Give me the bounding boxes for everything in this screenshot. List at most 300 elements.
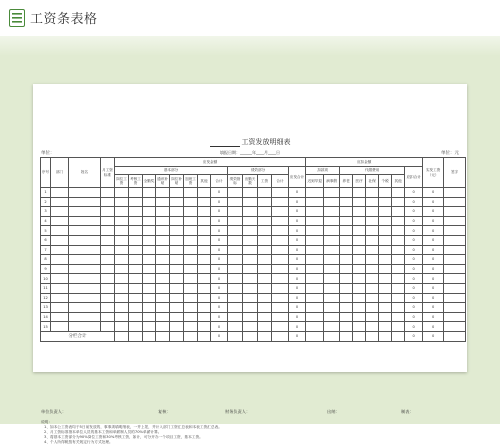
empty-cell — [243, 293, 258, 303]
empty-cell — [366, 245, 379, 255]
empty-cell — [198, 303, 211, 313]
note-4: 4、个人所得税按有关规定行为方式处理。 — [44, 439, 113, 444]
empty-cell — [444, 245, 466, 255]
empty-cell — [353, 207, 366, 217]
header-seq: 序号 — [41, 158, 51, 188]
empty-cell — [129, 188, 143, 198]
empty-cell — [143, 283, 156, 293]
empty-cell — [306, 293, 324, 303]
empty-cell — [69, 303, 101, 313]
document-sheet — [33, 84, 467, 444]
empty-cell — [340, 245, 353, 255]
empty-cell — [306, 303, 324, 313]
empty-cell — [366, 235, 379, 245]
empty-cell — [115, 322, 129, 332]
empty-cell — [170, 216, 184, 226]
empty-cell — [69, 322, 101, 332]
empty-cell — [51, 207, 69, 217]
row-number: 13 — [41, 303, 51, 313]
value-cell: 0 — [405, 322, 423, 332]
empty-cell — [444, 293, 466, 303]
empty-cell — [129, 197, 143, 207]
empty-cell — [258, 331, 272, 341]
value-cell: 0 — [423, 226, 444, 236]
table-row — [41, 322, 466, 332]
value-cell: 0 — [289, 226, 306, 236]
header-perf-4: 合计 — [272, 175, 289, 188]
note-2: 2、月工资标准指本单位人员的基本工资和单薪制人员的70%单薪计算。 — [44, 429, 162, 434]
empty-cell — [306, 235, 324, 245]
empty-cell — [69, 207, 101, 217]
table-row — [41, 264, 466, 274]
header-perf-3: 工资 — [258, 175, 272, 188]
empty-cell — [340, 216, 353, 226]
empty-cell — [392, 255, 405, 265]
empty-cell — [366, 293, 379, 303]
empty-cell — [306, 188, 324, 198]
empty-cell — [366, 255, 379, 265]
empty-cell — [156, 274, 170, 284]
empty-cell — [170, 255, 184, 265]
empty-cell — [198, 283, 211, 293]
empty-cell — [170, 188, 184, 198]
header-perf-2: 出勤天数 — [243, 175, 258, 188]
table-row — [41, 283, 466, 293]
empty-cell — [101, 264, 115, 274]
empty-cell — [184, 312, 198, 322]
empty-cell — [184, 216, 198, 226]
empty-cell — [324, 188, 340, 198]
row-number: 3 — [41, 207, 51, 217]
empty-cell — [170, 293, 184, 303]
empty-cell — [51, 274, 69, 284]
header-basic-4: 通讯补贴 — [156, 175, 170, 188]
empty-cell — [324, 322, 340, 332]
empty-cell — [258, 303, 272, 313]
empty-cell — [129, 283, 143, 293]
app-title: 工资条表格 — [30, 12, 98, 27]
cashier-label: 出纳： — [327, 409, 340, 414]
value-cell: 0 — [211, 255, 228, 265]
empty-cell — [69, 188, 101, 198]
header-dept: 部门 — [51, 158, 69, 188]
empty-cell — [184, 264, 198, 274]
empty-cell — [392, 274, 405, 284]
empty-cell — [198, 235, 211, 245]
empty-cell — [379, 283, 392, 293]
empty-cell — [115, 274, 129, 284]
value-cell: 0 — [405, 216, 423, 226]
empty-cell — [129, 207, 143, 217]
note-3: 3、将基本工资部分为90%岗位工资和30%考核工资，如计，可分开办一个项目工资，基本工资。 — [44, 434, 203, 439]
empty-cell — [170, 235, 184, 245]
empty-cell — [340, 303, 353, 313]
empty-cell — [198, 245, 211, 255]
header-salary-standard: 月工资标准 — [101, 158, 115, 188]
empty-cell — [243, 245, 258, 255]
empty-cell — [272, 283, 289, 293]
empty-cell — [340, 264, 353, 274]
app-header — [0, 0, 500, 36]
header-payable: 应发金额 — [115, 158, 306, 167]
table-row — [41, 235, 466, 245]
value-cell: 0 — [289, 293, 306, 303]
empty-cell — [272, 245, 289, 255]
value-cell: 0 — [211, 293, 228, 303]
value-cell: 0 — [405, 245, 423, 255]
empty-cell — [143, 197, 156, 207]
empty-cell — [306, 197, 324, 207]
empty-cell — [392, 207, 405, 217]
empty-cell — [324, 255, 340, 265]
value-cell: 0 — [289, 312, 306, 322]
row-number: 5 — [41, 226, 51, 236]
notes-title: 说明： — [41, 420, 53, 424]
leader-label: 单位负责人： — [41, 409, 67, 414]
empty-cell — [115, 245, 129, 255]
empty-cell — [272, 188, 289, 198]
empty-cell — [243, 283, 258, 293]
empty-cell — [353, 226, 366, 236]
empty-cell — [444, 312, 466, 322]
total-value-cell: 0 — [211, 331, 228, 341]
empty-cell — [392, 226, 405, 236]
empty-cell — [366, 264, 379, 274]
value-cell: 0 — [405, 264, 423, 274]
empty-cell — [115, 216, 129, 226]
empty-cell — [272, 322, 289, 332]
empty-cell — [228, 235, 243, 245]
empty-cell — [228, 188, 243, 198]
header-withheld-1: 养老 — [340, 175, 353, 188]
value-cell: 0 — [289, 274, 306, 284]
empty-cell — [184, 226, 198, 236]
table-row — [41, 255, 466, 265]
empty-cell — [184, 255, 198, 265]
empty-cell — [379, 207, 392, 217]
value-cell: 0 — [289, 283, 306, 293]
table-row — [41, 207, 466, 217]
empty-cell — [340, 226, 353, 236]
value-cell: 0 — [211, 226, 228, 236]
empty-cell — [51, 264, 69, 274]
empty-cell — [353, 255, 366, 265]
table-row — [41, 303, 466, 313]
value-cell: 0 — [405, 283, 423, 293]
empty-cell — [272, 293, 289, 303]
empty-cell — [101, 283, 115, 293]
empty-cell — [366, 216, 379, 226]
empty-cell — [379, 245, 392, 255]
row-number: 14 — [41, 312, 51, 322]
value-cell: 0 — [423, 235, 444, 245]
empty-cell — [258, 274, 272, 284]
empty-cell — [156, 322, 170, 332]
empty-cell — [243, 331, 258, 341]
empty-cell — [115, 312, 129, 322]
empty-cell — [379, 235, 392, 245]
empty-cell — [101, 303, 115, 313]
empty-cell — [366, 274, 379, 284]
value-cell: 0 — [405, 226, 423, 236]
empty-cell — [69, 197, 101, 207]
empty-cell — [184, 197, 198, 207]
empty-cell — [143, 188, 156, 198]
empty-cell — [228, 197, 243, 207]
empty-cell — [444, 331, 466, 341]
empty-cell — [156, 226, 170, 236]
empty-cell — [258, 312, 272, 322]
empty-cell — [143, 245, 156, 255]
empty-cell — [353, 245, 366, 255]
empty-cell — [69, 274, 101, 284]
table-row — [41, 226, 466, 236]
value-cell: 0 — [423, 293, 444, 303]
empty-cell — [129, 293, 143, 303]
empty-cell — [243, 188, 258, 198]
header-deduct-total: 应扣合计 — [405, 167, 423, 188]
empty-cell — [379, 312, 392, 322]
empty-cell — [379, 322, 392, 332]
table-row — [41, 312, 466, 322]
empty-cell — [69, 293, 101, 303]
empty-cell — [392, 293, 405, 303]
row-number: 10 — [41, 274, 51, 284]
table-row — [41, 197, 466, 207]
empty-cell — [184, 322, 198, 332]
empty-cell — [228, 293, 243, 303]
total-value-cell: 0 — [423, 331, 444, 341]
empty-cell — [353, 274, 366, 284]
value-cell: 0 — [405, 274, 423, 284]
header-basic-6: 加班工资 — [184, 175, 198, 188]
empty-cell — [392, 331, 405, 341]
value-cell: 0 — [289, 303, 306, 313]
empty-cell — [198, 293, 211, 303]
value-cell: 0 — [211, 274, 228, 284]
empty-cell — [258, 264, 272, 274]
empty-cell — [143, 274, 156, 284]
empty-cell — [306, 274, 324, 284]
value-cell: 0 — [211, 245, 228, 255]
empty-cell — [115, 235, 129, 245]
row-number: 9 — [41, 264, 51, 274]
empty-cell — [444, 274, 466, 284]
empty-cell — [379, 188, 392, 198]
empty-cell — [228, 255, 243, 265]
row-number: 12 — [41, 293, 51, 303]
value-cell: 0 — [423, 322, 444, 332]
empty-cell — [353, 188, 366, 198]
empty-cell — [69, 283, 101, 293]
value-cell: 0 — [423, 216, 444, 226]
empty-cell — [51, 245, 69, 255]
empty-cell — [353, 283, 366, 293]
empty-cell — [115, 226, 129, 236]
empty-cell — [129, 255, 143, 265]
empty-cell — [392, 245, 405, 255]
value-cell: 0 — [211, 188, 228, 198]
empty-cell — [258, 322, 272, 332]
empty-cell — [258, 235, 272, 245]
empty-cell — [258, 293, 272, 303]
empty-cell — [324, 312, 340, 322]
empty-cell — [156, 312, 170, 322]
value-cell: 0 — [289, 197, 306, 207]
table-row — [41, 216, 466, 226]
empty-cell — [272, 207, 289, 217]
empty-cell — [324, 235, 340, 245]
empty-cell — [353, 235, 366, 245]
empty-cell — [379, 197, 392, 207]
empty-cell — [392, 303, 405, 313]
empty-cell — [243, 197, 258, 207]
empty-cell — [129, 226, 143, 236]
empty-cell — [198, 255, 211, 265]
empty-cell — [353, 293, 366, 303]
empty-cell — [340, 322, 353, 332]
empty-cell — [198, 274, 211, 284]
header-deduct-group: 扣款项 — [306, 167, 340, 175]
empty-cell — [272, 226, 289, 236]
empty-cell — [340, 235, 353, 245]
header-withheld-4: 个税 — [379, 175, 392, 188]
empty-cell — [379, 264, 392, 274]
empty-cell — [170, 274, 184, 284]
empty-cell — [143, 293, 156, 303]
header-basic-3: 全勤奖 — [143, 175, 156, 188]
empty-cell — [444, 322, 466, 332]
empty-cell — [129, 312, 143, 322]
empty-cell — [243, 235, 258, 245]
empty-cell — [366, 322, 379, 332]
empty-cell — [184, 303, 198, 313]
empty-cell — [258, 245, 272, 255]
value-cell: 0 — [289, 245, 306, 255]
row-number: 8 — [41, 255, 51, 265]
empty-cell — [366, 207, 379, 217]
total-value-cell: 0 — [405, 331, 423, 341]
value-cell: 0 — [405, 235, 423, 245]
empty-cell — [143, 312, 156, 322]
empty-cell — [69, 216, 101, 226]
empty-cell — [156, 245, 170, 255]
empty-cell — [143, 235, 156, 245]
empty-cell — [143, 226, 156, 236]
empty-cell — [198, 331, 211, 341]
empty-cell — [272, 216, 289, 226]
value-cell: 0 — [211, 235, 228, 245]
empty-cell — [198, 216, 211, 226]
empty-cell — [340, 188, 353, 198]
value-cell: 0 — [423, 188, 444, 198]
empty-cell — [272, 312, 289, 322]
empty-cell — [243, 226, 258, 236]
value-cell: 0 — [289, 264, 306, 274]
empty-cell — [272, 303, 289, 313]
empty-cell — [143, 207, 156, 217]
row-number: 11 — [41, 283, 51, 293]
value-cell: 0 — [423, 245, 444, 255]
empty-cell — [101, 245, 115, 255]
empty-cell — [156, 235, 170, 245]
value-cell: 0 — [423, 197, 444, 207]
table-row — [41, 293, 466, 303]
empty-cell — [258, 207, 272, 217]
empty-cell — [379, 331, 392, 341]
empty-cell — [392, 322, 405, 332]
empty-cell — [392, 264, 405, 274]
empty-cell — [340, 274, 353, 284]
empty-cell — [184, 274, 198, 284]
empty-cell — [198, 264, 211, 274]
empty-cell — [115, 331, 129, 341]
value-cell: 0 — [405, 312, 423, 322]
value-cell: 0 — [405, 255, 423, 265]
empty-cell — [243, 303, 258, 313]
empty-cell — [306, 322, 324, 332]
empty-cell — [392, 235, 405, 245]
empty-cell — [101, 207, 115, 217]
row-number: 4 — [41, 216, 51, 226]
empty-cell — [198, 312, 211, 322]
empty-cell — [306, 264, 324, 274]
empty-cell — [51, 188, 69, 198]
empty-cell — [156, 216, 170, 226]
empty-cell — [272, 197, 289, 207]
value-cell: 0 — [405, 293, 423, 303]
empty-cell — [184, 245, 198, 255]
empty-cell — [115, 293, 129, 303]
spreadsheet-icon — [9, 9, 25, 27]
empty-cell — [69, 235, 101, 245]
value-cell: 0 — [423, 274, 444, 284]
empty-cell — [258, 188, 272, 198]
empty-cell — [101, 197, 115, 207]
value-cell: 0 — [211, 312, 228, 322]
value-cell: 0 — [405, 197, 423, 207]
empty-cell — [306, 226, 324, 236]
empty-cell — [243, 255, 258, 265]
empty-cell — [51, 303, 69, 313]
empty-cell — [228, 322, 243, 332]
value-cell: 0 — [423, 255, 444, 265]
empty-cell — [156, 283, 170, 293]
empty-cell — [366, 226, 379, 236]
empty-cell — [243, 322, 258, 332]
empty-cell — [243, 216, 258, 226]
empty-cell — [156, 255, 170, 265]
header-basic-7: 其他 — [198, 175, 211, 188]
empty-cell — [69, 255, 101, 265]
value-cell: 0 — [423, 207, 444, 217]
row-number: 6 — [41, 235, 51, 245]
empty-cell — [198, 322, 211, 332]
empty-cell — [228, 274, 243, 284]
empty-cell — [156, 331, 170, 341]
empty-cell — [69, 264, 101, 274]
value-cell: 0 — [289, 235, 306, 245]
empty-cell — [306, 255, 324, 265]
empty-cell — [184, 235, 198, 245]
empty-cell — [444, 197, 466, 207]
empty-cell — [243, 312, 258, 322]
review-label: 复核： — [158, 409, 171, 414]
total-value-cell: 0 — [289, 331, 306, 341]
header-deduct-2: 病事假 — [324, 175, 340, 188]
empty-cell — [101, 226, 115, 236]
empty-cell — [101, 255, 115, 265]
